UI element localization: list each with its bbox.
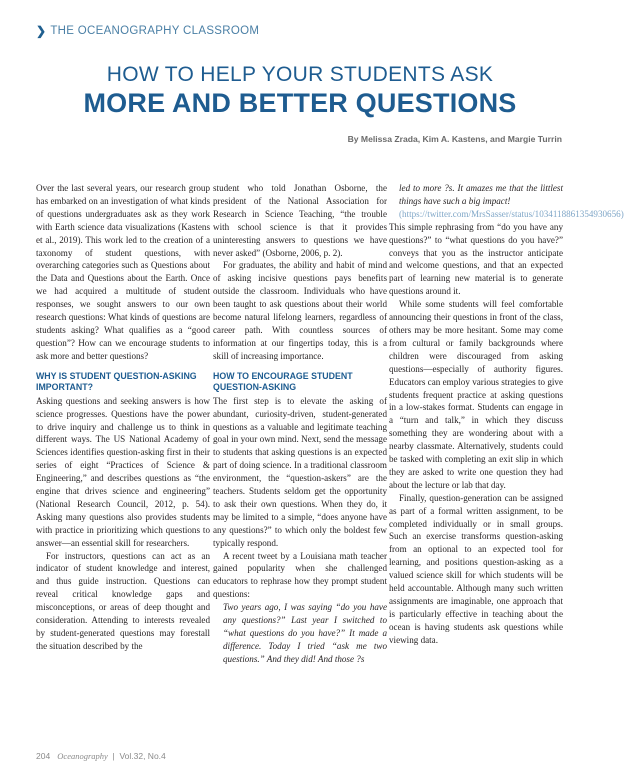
- paragraph: Asking questions and seeking answers is how science progresses. Questions have the power to drive inquiry and challenge us to think in different ways. The US National Academy of Sciences identifies question-asking first in their series of eight “Practices of Science & Engineering,” and describes questions as “the engine that drives science and engineering” (National Research Council, 2012, p. 54). Asking many questions also provides students with practice in prioritizing which questions to answer—an essential skill for researchers.: [36, 395, 210, 548]
- journal-name: Oceanography: [57, 751, 108, 761]
- tweet-quote-continued: led to more ?s. It amazes me that the littlest things have such a big impact!: [399, 183, 563, 206]
- title-line-1: HOW TO HELP YOUR STUDENTS ASK: [106, 63, 494, 86]
- title-line-2: MORE AND BETTER QUESTIONS: [83, 88, 517, 118]
- paragraph: The first step is to elevate the asking of abundant, curiosity-driven, student-generated questions as a valuable and legitimate teaching goal in your own mind. Next, send the message to students that asking questions is an expected part of doing science. In a traditional classroom environment, the “question-askers” are the teachers. Students seldom get the opportunity to ask their own questions. When they do, it may be limited to a simple, “does anyone have any questions?” to which only the boldest few typically respond.: [213, 395, 387, 548]
- column-2: [213, 182, 387, 666]
- paragraph: This simple rephrasing from “do you have any questions?” to “what questions do you have?” conveys that you as the instructor anticipate and welcome questions, and that an expected part of learning new material is to generate questions around it.: [389, 221, 563, 297]
- paragraph: For graduates, the ability and habit of mind of asking incisive questions pays benefits outside the classroom. Individuals who have been taught to ask questions about their world become natural lifelong learners, regardless of career path. With countless sources of information at our fingertips today, this is a skill of increasing importance.: [213, 260, 387, 361]
- section-header: [36, 24, 259, 38]
- paragraph: A recent tweet by a Louisiana math teacher gained popularity when she challenged educators to rephrase how they prompt student questions:: [213, 550, 387, 600]
- page-footer: 204 Oceanography | Vol.32, No.4: [36, 751, 166, 761]
- byline: By Melissa Zrada, Kim A. Kastens, and Margie Turrin: [347, 134, 562, 144]
- tweet-quote: Two years ago, I was saying “do you have any questions?” Last year I switched to “what questions do you have?” It made a difference. Today I tried “ask me two questions.” And they did! And those ?s: [223, 602, 387, 664]
- paragraph: Over the last several years, our research group has embarked on an investigation of what kinds of questions undergraduates ask as they work with Earth science data visualizations (Kastens et al., 2019). This work led to the creation of a taxonomy of student questions, with overarching categories such as Questions about the Data and Questions about the Earth. Once we had acquired a multitude of student responses, we sought answers to our own research questions: What kinds of questions are students asking? What qualifies as a “good question”? How can we encourage students to ask more and better questions?: [36, 183, 210, 361]
- page-number: 204: [36, 751, 51, 761]
- chevron-right-icon: ❯: [36, 24, 47, 38]
- section-heading: WHY IS STUDENT QUESTION-ASKING IMPORTANT?: [36, 370, 197, 393]
- column-3: [389, 182, 624, 647]
- journal-issue: Vol.32, No.4: [119, 751, 166, 761]
- section-heading: HOW TO ENCOURAGE STUDENT QUESTION-ASKING: [213, 370, 353, 393]
- paragraph: For instructors, questions can act as an indicator of student knowledge and interest, and thus guide instruction. Questions can reveal critical knowledge gaps and misconceptions, or areas of deep thought and consideration. Attending to interests revealed by student-generated questions may forestall the situation described by the: [36, 550, 210, 651]
- paragraph: student who told Jonathan Osborne, the president of the National Association for Research in Science Teaching, “the trouble with school science is that it provides uninteresting answers to questions we have never asked” (Osborne, 2006, p. 2).: [213, 183, 387, 258]
- section-label: THE OCEANOGRAPHY CLASSROOM: [50, 25, 260, 37]
- tweet-link[interactable]: (https://twitter.com/MrsSasser/status/1034118861354930656): [399, 208, 624, 219]
- paragraph: Finally, question-generation can be assigned as part of a formal written assignment, to be completed individually or in small groups. Such an exercise transforms question-asking from an optional to an expected tool for learning, and positions question-asking as a valued science skill for which students will be held accountable. Although many such written assignments are imaginable, one approach that is particularly effective in teaching about the ocean is having students ask questions while viewing data.: [389, 492, 563, 645]
- column-1: [36, 182, 210, 653]
- paragraph: While some students will feel comfortable announcing their questions in front of the class, others may be more hesitant. Some may come from cultural or family backgrounds where children were discouraged from asking questions—especially of authority figures. Educators can employ various strategies to give students frequent practice at asking questions in a low-stakes format. Students can engage in a “turn and talk,” in which they discuss something they are wondering about with a nearby classmate. Alternatively, students could be tasked with completing an exit slip in which they are asked to write one question they had about the lecture or lab that day.: [389, 299, 563, 490]
